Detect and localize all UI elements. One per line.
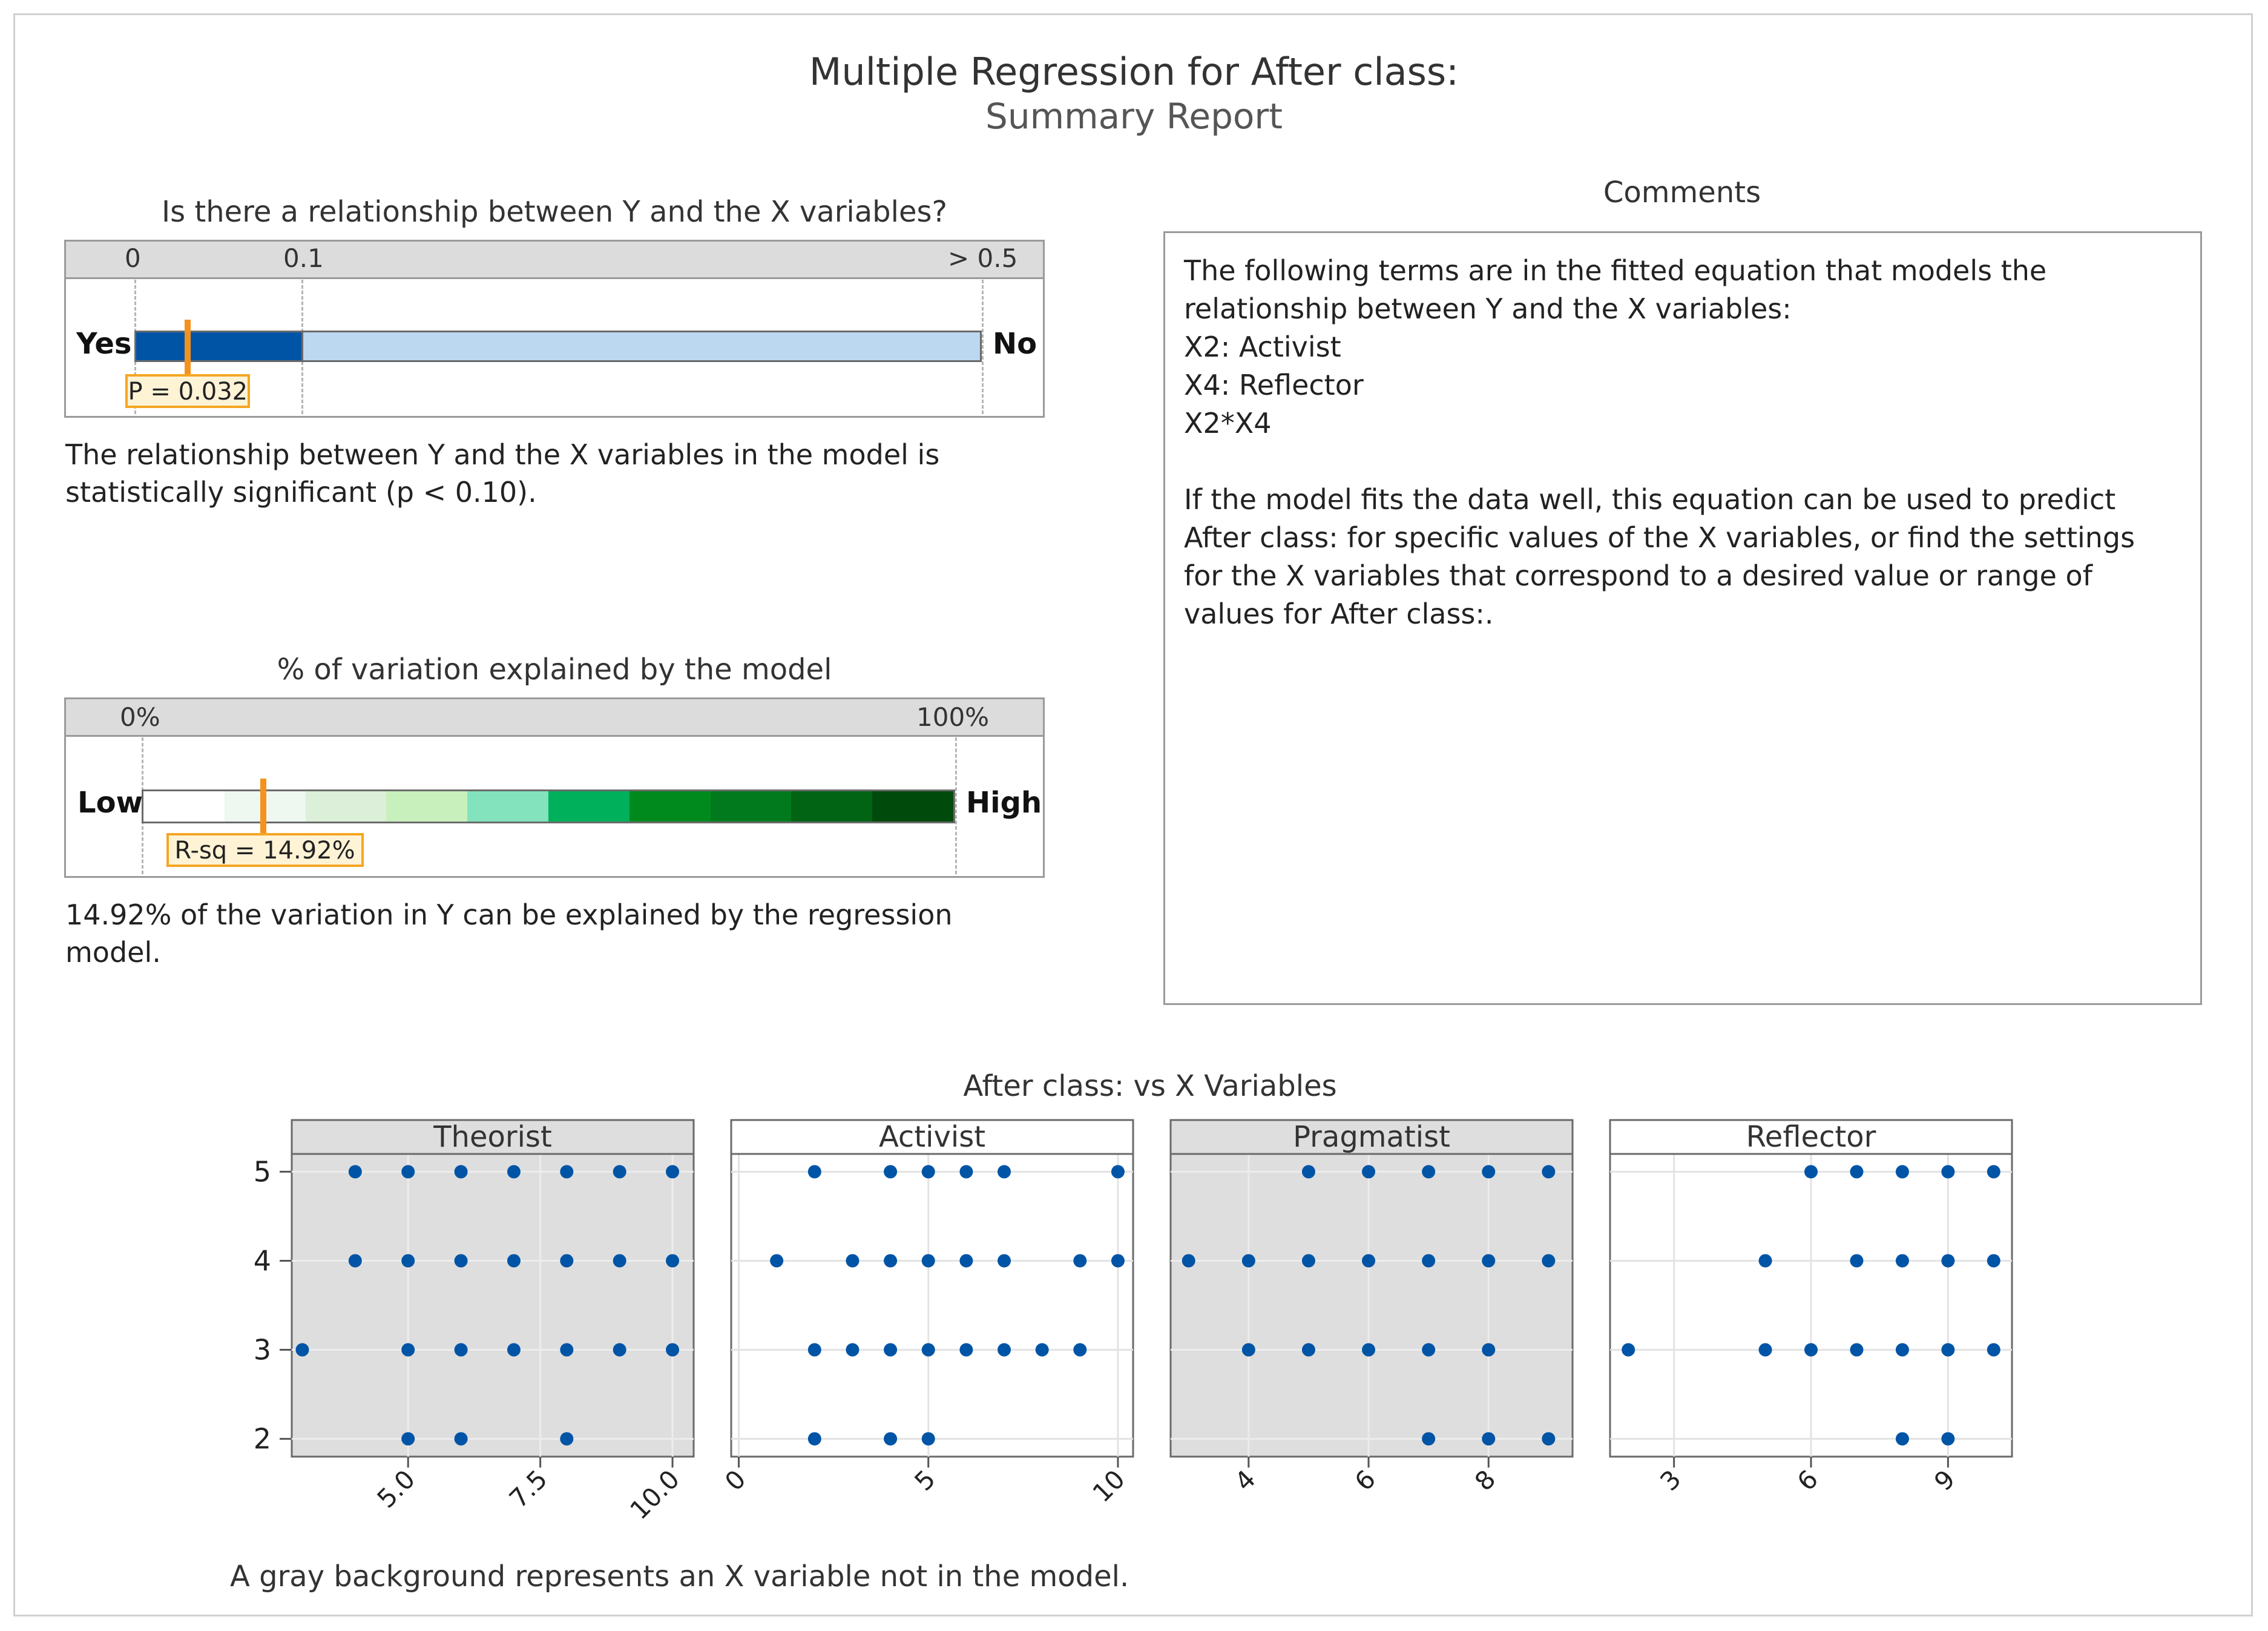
comment-line: for the X variables that correspond to a desired value or range of bbox=[1184, 559, 2092, 592]
data-point bbox=[1362, 1343, 1375, 1357]
data-point bbox=[922, 1432, 935, 1446]
relationship-yes-label: Yes bbox=[76, 327, 132, 361]
data-point bbox=[1242, 1254, 1255, 1267]
data-point bbox=[959, 1343, 973, 1357]
data-point bbox=[349, 1254, 362, 1267]
panel-header-label: Pragmatist bbox=[1293, 1120, 1450, 1154]
data-point bbox=[846, 1343, 859, 1357]
comment-line: After class: for specific values of the X variables, or find the settings bbox=[1184, 521, 2135, 554]
scatter-title: After class: vs X Variables bbox=[963, 1069, 1337, 1103]
x-tick-label: 4 bbox=[1229, 1464, 1261, 1497]
data-point bbox=[1850, 1343, 1863, 1357]
data-point bbox=[1242, 1343, 1255, 1357]
panel-plot-area bbox=[731, 1154, 1133, 1457]
comment-line: If the model fits the data well, this equation can be used to predict bbox=[1184, 483, 2116, 516]
data-point bbox=[1422, 1165, 1435, 1178]
data-point bbox=[1622, 1343, 1635, 1357]
data-point bbox=[666, 1343, 679, 1357]
data-point bbox=[401, 1343, 415, 1357]
data-point bbox=[455, 1254, 468, 1267]
comment-line: X4: Reflector bbox=[1184, 369, 1364, 401]
data-point bbox=[666, 1165, 679, 1178]
comments-title: Comments bbox=[1603, 176, 1761, 209]
report-title: Multiple Regression for After class: bbox=[809, 50, 1459, 94]
relationship-title: Is there a relationship between Y and the X variables? bbox=[162, 195, 947, 229]
data-point bbox=[998, 1254, 1011, 1267]
x-tick-label: 0 bbox=[719, 1464, 752, 1497]
data-point bbox=[1896, 1432, 1909, 1446]
data-point bbox=[401, 1432, 415, 1446]
data-point bbox=[1073, 1254, 1086, 1267]
data-point bbox=[1111, 1165, 1125, 1178]
x-tick-label: 8 bbox=[1468, 1464, 1502, 1497]
data-point bbox=[613, 1343, 626, 1357]
data-point bbox=[1542, 1254, 1555, 1267]
data-point bbox=[1987, 1165, 2000, 1178]
data-point bbox=[455, 1343, 468, 1357]
y-tick-label: 5 bbox=[253, 1155, 271, 1188]
data-point bbox=[1941, 1432, 1954, 1446]
data-point bbox=[1482, 1432, 1495, 1446]
panel-header-label: Reflector bbox=[1746, 1120, 1876, 1154]
x-tick-label: 3 bbox=[1654, 1464, 1687, 1497]
data-point bbox=[1036, 1343, 1049, 1357]
data-point bbox=[998, 1165, 1011, 1178]
data-point bbox=[666, 1254, 679, 1267]
data-point bbox=[959, 1165, 973, 1178]
data-point bbox=[1759, 1343, 1772, 1357]
relationship-tick-0: 0 bbox=[125, 243, 141, 273]
data-point bbox=[1073, 1343, 1086, 1357]
data-point bbox=[1362, 1165, 1375, 1178]
variation-rsq-label: R-sq = 14.92% bbox=[166, 833, 364, 867]
comment-line: relationship between Y and the X variables: bbox=[1184, 292, 1792, 325]
relationship-tick-0-1: 0.1 bbox=[283, 243, 324, 273]
data-point bbox=[613, 1254, 626, 1267]
data-point bbox=[884, 1254, 897, 1267]
data-point bbox=[1759, 1254, 1772, 1267]
x-tick-label: 6 bbox=[1349, 1464, 1382, 1497]
data-point bbox=[1987, 1254, 2000, 1267]
data-point bbox=[922, 1165, 935, 1178]
data-point bbox=[1482, 1343, 1495, 1357]
scatter-footnote: A gray background represents an X variable not in the model. bbox=[230, 1560, 1129, 1593]
relationship-description-line: The relationship between Y and the X variables in the model is bbox=[65, 438, 940, 471]
variation-low-label: Low bbox=[77, 786, 143, 820]
x-tick-label: 6 bbox=[1791, 1464, 1824, 1497]
y-tick-label: 2 bbox=[253, 1422, 271, 1455]
data-point bbox=[1987, 1343, 2000, 1357]
data-point bbox=[808, 1165, 821, 1178]
data-point bbox=[1941, 1165, 1954, 1178]
data-point bbox=[884, 1165, 897, 1178]
variation-description-line: 14.92% of the variation in Y can be explained by the regression bbox=[65, 898, 953, 931]
report-subtitle: Summary Report bbox=[985, 96, 1283, 137]
data-point bbox=[1804, 1343, 1818, 1357]
x-tick-label: 10 bbox=[1086, 1464, 1131, 1508]
data-point bbox=[1542, 1165, 1555, 1178]
variation-description-line: model. bbox=[65, 936, 161, 969]
data-point bbox=[1422, 1432, 1435, 1446]
data-point bbox=[1422, 1254, 1435, 1267]
x-tick-label: 10.0 bbox=[624, 1464, 686, 1526]
relationship-description-line: statistically significant (p < 0.10). bbox=[65, 476, 537, 509]
data-point bbox=[560, 1432, 573, 1446]
data-point bbox=[1182, 1254, 1195, 1267]
data-point bbox=[808, 1343, 821, 1357]
relationship-no-label: No bbox=[993, 327, 1037, 361]
data-point bbox=[349, 1165, 362, 1178]
x-tick-label: 9 bbox=[1928, 1464, 1961, 1497]
panel-header-label: Activist bbox=[878, 1120, 986, 1154]
data-point bbox=[770, 1254, 783, 1267]
data-point bbox=[1896, 1165, 1909, 1178]
y-tick-label: 3 bbox=[253, 1333, 271, 1366]
data-point bbox=[1362, 1254, 1375, 1267]
data-point bbox=[1804, 1165, 1818, 1178]
variation-tick-0: 0% bbox=[120, 702, 160, 732]
data-point bbox=[560, 1343, 573, 1357]
data-point bbox=[1941, 1254, 1954, 1267]
variation-high-label: High bbox=[966, 786, 1042, 820]
data-point bbox=[507, 1165, 521, 1178]
data-point bbox=[1111, 1254, 1125, 1267]
data-point bbox=[1302, 1165, 1315, 1178]
data-point bbox=[808, 1432, 821, 1446]
data-point bbox=[401, 1165, 415, 1178]
data-point bbox=[295, 1343, 309, 1357]
relationship-p-label: P = 0.032 bbox=[125, 374, 250, 408]
data-point bbox=[613, 1165, 626, 1178]
data-point bbox=[1482, 1254, 1495, 1267]
data-point bbox=[401, 1254, 415, 1267]
data-point bbox=[846, 1254, 859, 1267]
data-point bbox=[1850, 1165, 1863, 1178]
data-point bbox=[1302, 1254, 1315, 1267]
comment-line: X2: Activist bbox=[1184, 331, 1341, 363]
data-point bbox=[1896, 1254, 1909, 1267]
data-point bbox=[560, 1254, 573, 1267]
data-point bbox=[1941, 1343, 1954, 1357]
comment-line: X2*X4 bbox=[1184, 407, 1272, 440]
data-point bbox=[922, 1343, 935, 1357]
data-point bbox=[959, 1254, 973, 1267]
data-point bbox=[884, 1343, 897, 1357]
data-point bbox=[1482, 1165, 1495, 1178]
data-point bbox=[560, 1165, 573, 1178]
data-point bbox=[507, 1343, 521, 1357]
panel-plot-area bbox=[1171, 1154, 1573, 1457]
data-point bbox=[1542, 1432, 1555, 1446]
data-point bbox=[922, 1254, 935, 1267]
data-point bbox=[884, 1432, 897, 1446]
variation-title: % of variation explained by the model bbox=[277, 653, 832, 687]
relationship-tick-0-5: > 0.5 bbox=[948, 243, 1018, 273]
data-point bbox=[1302, 1343, 1315, 1357]
x-tick-label: 7.5 bbox=[503, 1464, 553, 1514]
data-point bbox=[455, 1432, 468, 1446]
variation-tick-100: 100% bbox=[916, 702, 990, 732]
y-tick-label: 4 bbox=[253, 1244, 271, 1277]
data-point bbox=[507, 1254, 521, 1267]
data-point bbox=[1850, 1254, 1863, 1267]
data-point bbox=[1896, 1343, 1909, 1357]
comment-line: The following terms are in the fitted equation that models the bbox=[1184, 254, 2047, 287]
data-point bbox=[998, 1343, 1011, 1357]
x-tick-label: 5 bbox=[909, 1464, 941, 1497]
x-tick-label: 5.0 bbox=[371, 1464, 421, 1514]
data-point bbox=[455, 1165, 468, 1178]
comment-line: values for After class:. bbox=[1184, 598, 1494, 630]
data-point bbox=[1422, 1343, 1435, 1357]
panel-plot-area bbox=[292, 1154, 694, 1457]
panel-header-label: Theorist bbox=[433, 1120, 552, 1154]
